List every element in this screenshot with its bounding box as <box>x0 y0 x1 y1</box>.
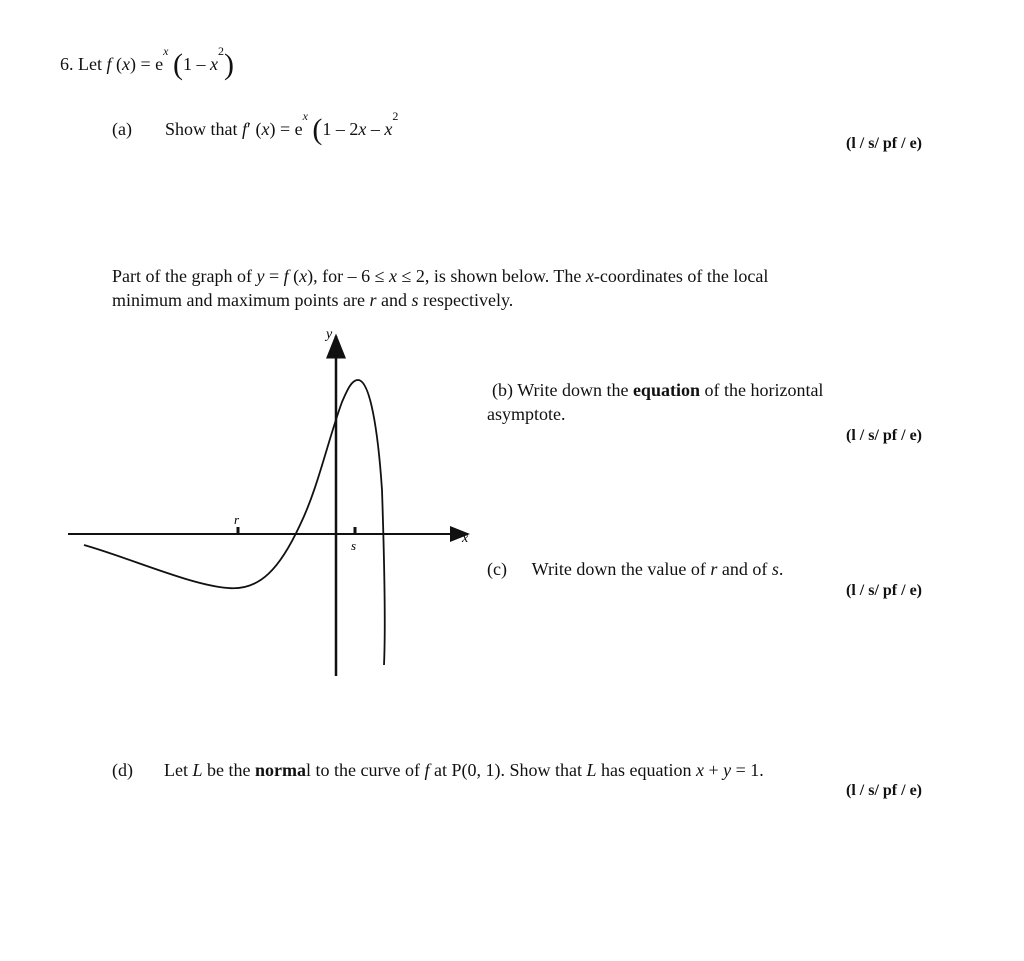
part-a-x2: x <box>358 119 367 139</box>
intro-s: s <box>411 290 419 310</box>
part-d-plus: + <box>703 760 724 780</box>
part-c-s: s <box>771 559 779 579</box>
part-c-r: r <box>710 559 718 579</box>
intro-y: y <box>256 266 265 286</box>
intro-x2: x <box>389 266 398 286</box>
intro-and: and <box>376 290 412 310</box>
intro-x3: x <box>585 266 594 286</box>
intro-f: f <box>283 266 289 286</box>
part-c-label: (c) <box>487 559 507 579</box>
part-d <box>112 760 764 781</box>
part-a-expr: 1 – 2 <box>322 119 359 139</box>
part-c-dot: . <box>778 559 784 579</box>
let-text: Let <box>78 54 102 74</box>
exponent-2: 2 <box>217 44 224 58</box>
part-c <box>487 559 783 580</box>
intro-respectively: respectively. <box>418 290 514 310</box>
part-b-line-1 <box>492 380 823 401</box>
intro-r: r <box>369 290 377 310</box>
part-a-fprime: f <box>242 119 248 139</box>
y-axis-label: y <box>326 327 333 342</box>
part-a-marks: (l / s/ pf / e) <box>846 135 922 152</box>
variable-x: x <box>122 54 131 74</box>
question-number: 6. <box>60 54 74 74</box>
part-d-marks: (l / s/ pf / e) <box>846 782 922 799</box>
right-paren-symbol: ) <box>223 48 234 81</box>
intro-coord-text: -coordinates of the local <box>593 266 769 286</box>
intro-le2: ≤ 2, is shown below. The <box>397 266 586 286</box>
part-b-label: (b) <box>492 380 513 400</box>
part-d-y: y <box>723 760 732 780</box>
part-a-exponent-x: x <box>302 109 308 123</box>
intro-paren-open: ( <box>288 266 300 286</box>
x-axis-label: x <box>462 531 469 546</box>
intro-line-2 <box>112 290 513 311</box>
part-a-exponent-2: 2 <box>392 109 399 123</box>
part-d-text-a: Let <box>164 760 193 780</box>
part-d-bold: norma <box>255 760 306 780</box>
part-a-equals-e: ) = e <box>269 119 303 139</box>
part-d-L2: L <box>586 760 597 780</box>
s-label: s <box>351 538 357 553</box>
part-a-prime-x: ′ ( <box>247 119 262 139</box>
equals-e: ) = e <box>130 54 164 74</box>
part-b-marks: (l / s/ pf / e) <box>846 427 922 444</box>
intro-line-1 <box>112 266 768 287</box>
part-d-text-e: has equation <box>596 760 696 780</box>
r-label: r <box>234 512 240 527</box>
part-b-bold: equation <box>632 380 700 400</box>
part-d-text-d: at P(0, 1). Show that <box>429 760 587 780</box>
intro-x: x <box>299 266 308 286</box>
variable-x-2: x <box>209 54 218 74</box>
part-a <box>112 109 399 146</box>
part-d-f: f <box>424 760 430 780</box>
exponent-x: x <box>163 44 169 58</box>
part-a-x3: x <box>384 119 393 139</box>
part-c-marks: (l / s/ pf / e) <box>846 582 922 599</box>
part-a-x: x <box>261 119 270 139</box>
part-d-x: x <box>695 760 704 780</box>
part-b-text-b: of the horizontal <box>699 380 824 400</box>
part-a-label: (a) <box>112 119 132 139</box>
paren-open: ( <box>111 54 123 74</box>
one-minus: 1 – <box>182 54 210 74</box>
function-name: f <box>106 54 112 74</box>
part-c-and-of: and of <box>717 559 772 579</box>
question-header <box>60 44 234 81</box>
part-a-minus: – <box>366 119 385 139</box>
part-a-show-that: Show that <box>164 119 242 139</box>
left-paren-symbol: ( <box>172 48 183 81</box>
part-d-L: L <box>192 760 203 780</box>
intro-text-2: minimum and maximum points are <box>112 290 370 310</box>
intro-text-1: Part of the graph of <box>112 266 257 286</box>
part-d-text-c: l to the curve of <box>306 760 425 780</box>
part-a-left-paren: ( <box>312 113 323 146</box>
part-c-text-a: Write down the value of <box>531 559 711 579</box>
part-d-text-b: be the <box>202 760 255 780</box>
intro-eq: = <box>264 266 284 286</box>
part-d-eq1: = 1. <box>731 760 764 780</box>
function-graph <box>60 320 480 680</box>
part-d-label: (d) <box>112 760 133 780</box>
part-b-text-a: Write down the <box>517 380 633 400</box>
part-b-line-2: asymptote. <box>487 404 566 424</box>
intro-domain: ), for – 6 ≤ <box>307 266 390 286</box>
